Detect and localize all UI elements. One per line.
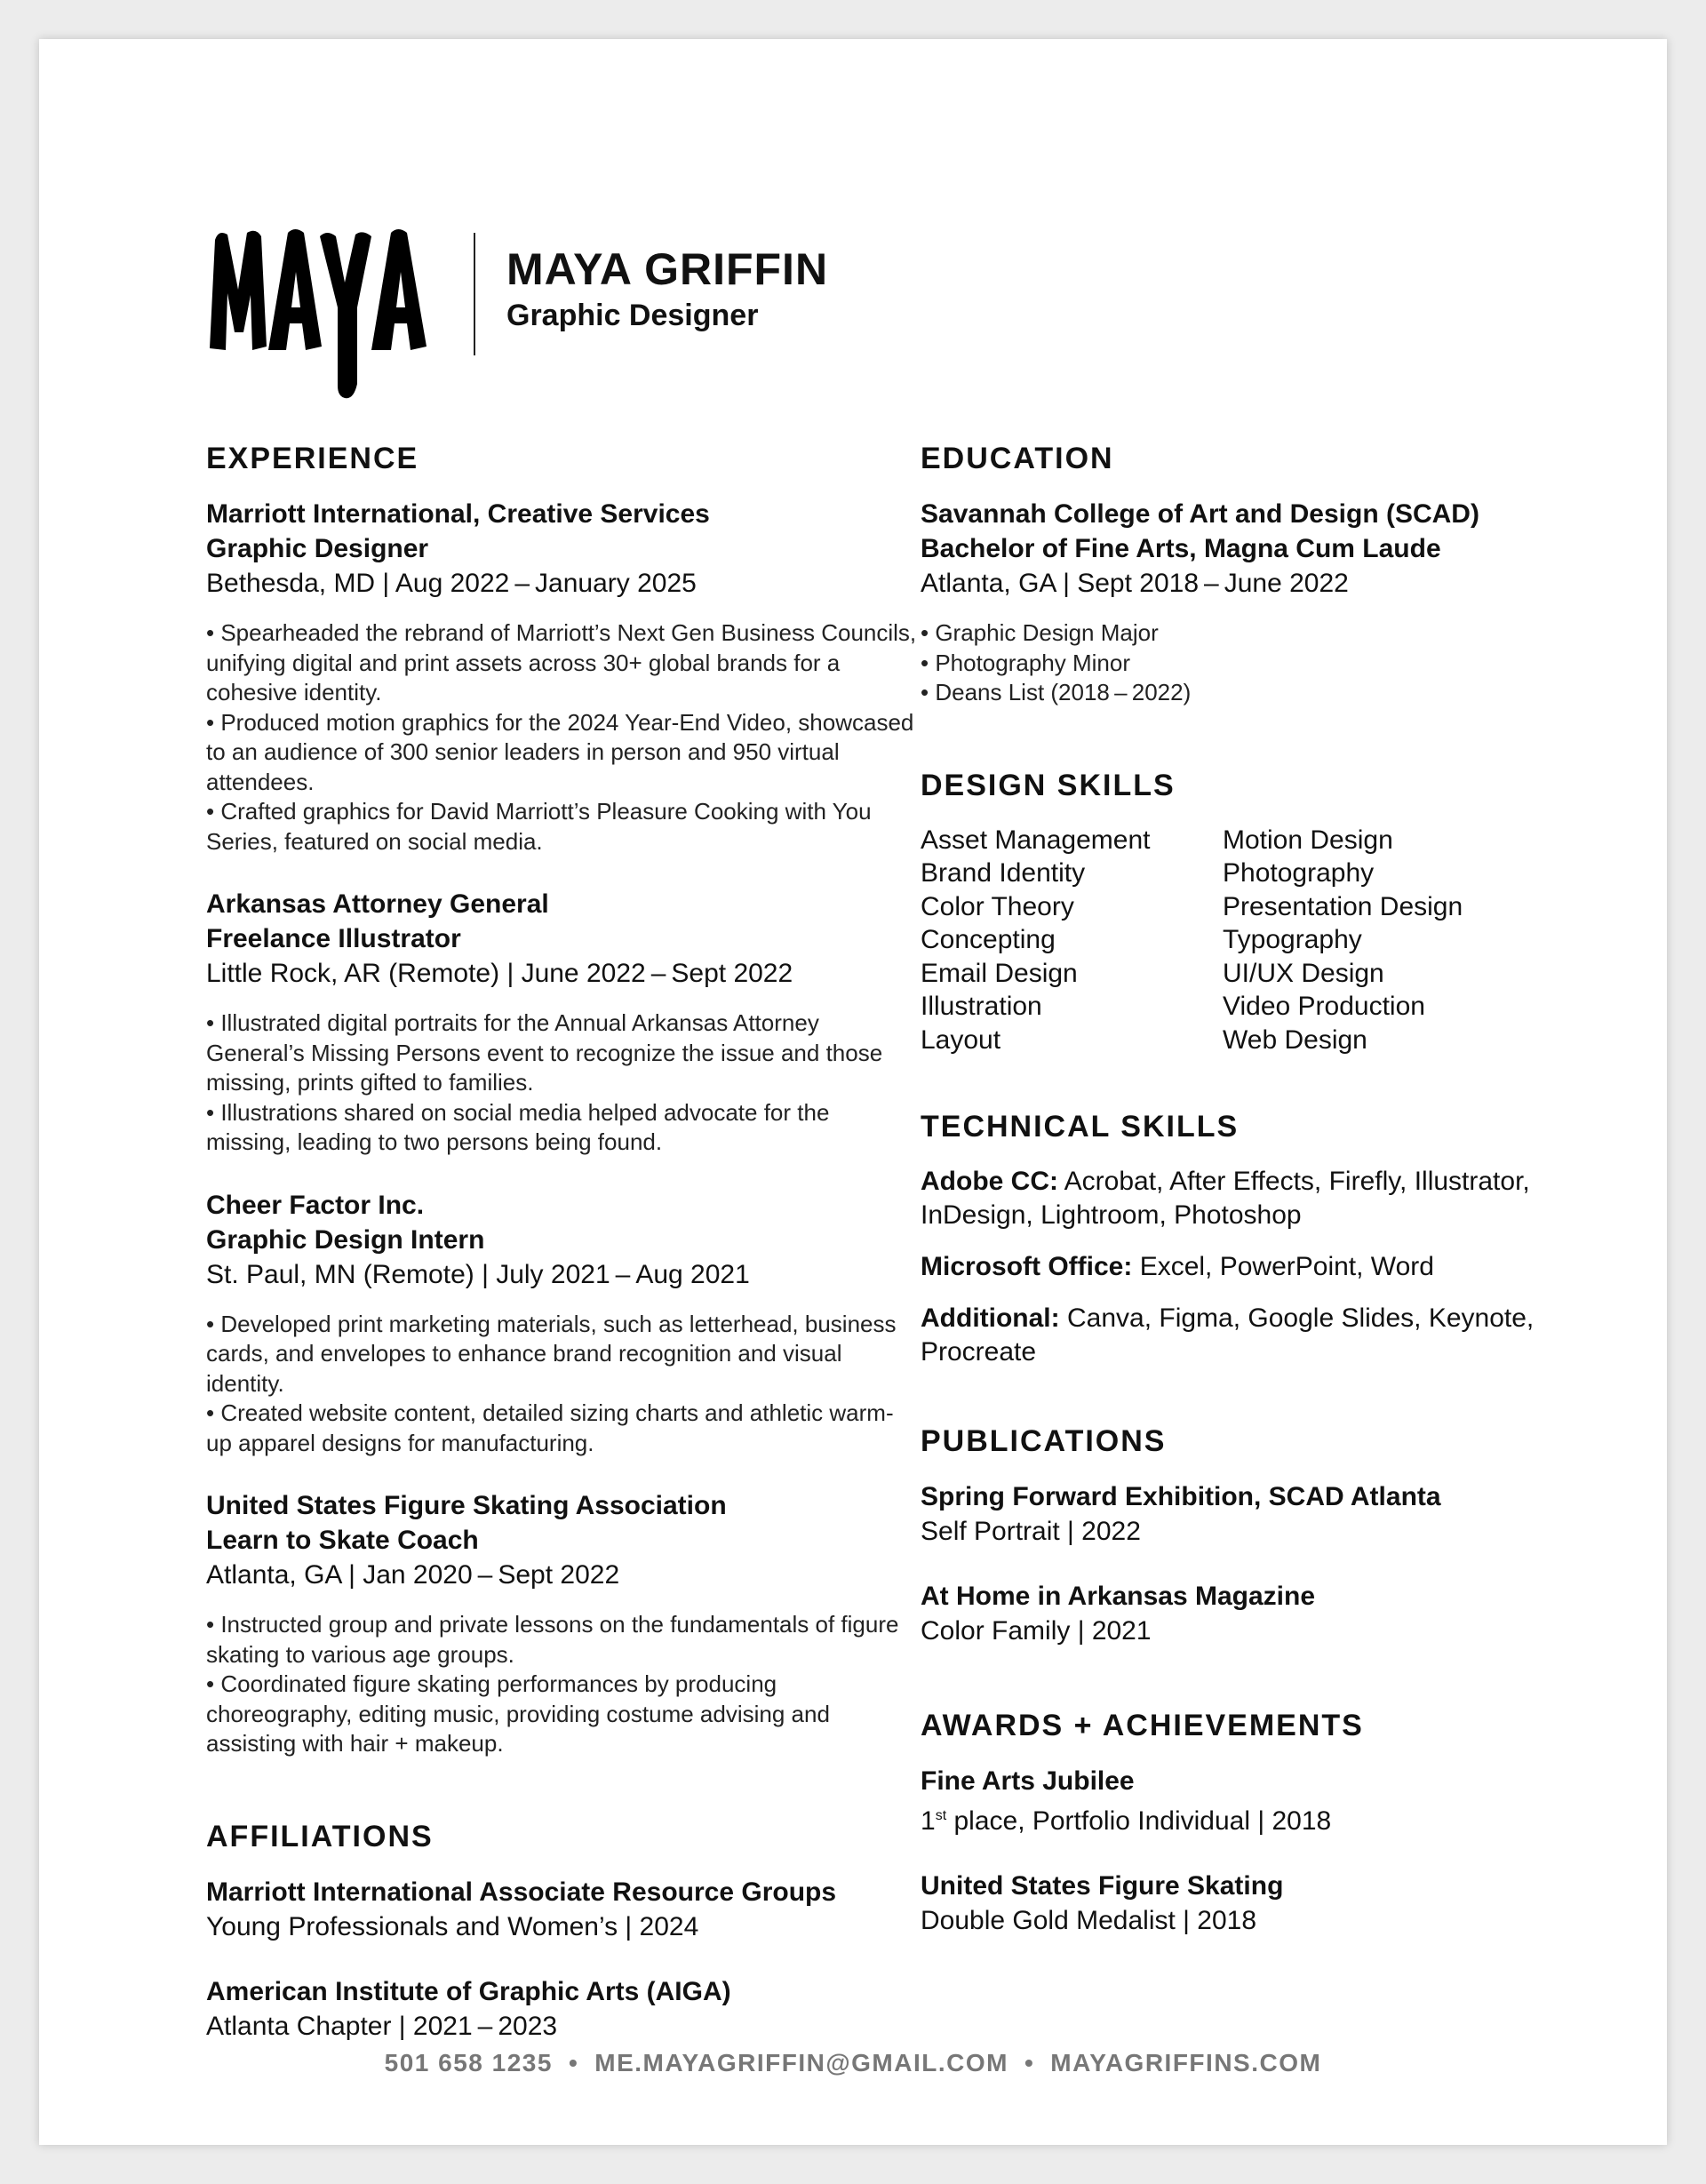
experience-description (206, 1310, 917, 1459)
contact-footer (39, 2049, 1667, 2077)
maya-logo (206, 190, 439, 403)
experience-entry (206, 497, 917, 857)
maya-logo-graphic (206, 190, 439, 403)
skill-item: Concepting (921, 925, 1056, 954)
experience-bullet: • Instructed group and private lessons on the fundamentals of figure skating to various age groups. (206, 1611, 899, 1668)
skill-item: Web Design (1223, 1024, 1367, 1055)
phone-number[interactable]: 501 658 1235 (384, 2049, 553, 2076)
experience-org: United States Figure Skating Association (206, 1491, 727, 1520)
award-place: 1 (921, 1806, 936, 1836)
experience-bullet: • Illustrations shared on social media helped advocate for the missing, leading to two persons being found. (206, 1098, 830, 1155)
skill-item: Motion Design (1223, 825, 1393, 855)
experience-bullet: • Coordinated figure skating performances by producing choreography, editing music, providing costume advising and assisting with hair + makeup. (206, 1670, 830, 1757)
publication-title: At Home in Arkansas Magazine (921, 1582, 1316, 1611)
skill-item: Color Theory (921, 891, 1074, 921)
tech-skill-value: Excel, PowerPoint, Word (1132, 1252, 1434, 1281)
experience-entry (206, 1488, 917, 1759)
experience-bullet: • Created website content, detailed sizing charts and athletic warm-up apparel designs for manufacturing. (206, 1399, 894, 1456)
right-column (921, 443, 1543, 1968)
skill-item: Video Production (1223, 992, 1425, 1021)
publication-title: Spring Forward Exhibition, SCAD Atlanta (921, 1482, 1441, 1511)
education-school: Savannah College of Art and Design (SCAD) (921, 499, 1479, 529)
publications-heading: PUBLICATIONS (921, 1424, 1167, 1458)
affiliation-meta: Atlanta Chapter | 2021 – 2023 (206, 2011, 558, 2041)
experience-meta: Atlanta, GA | Jan 2020 – Sept 2022 (206, 1560, 620, 1590)
award-title: Fine Arts Jubilee (921, 1766, 1135, 1796)
experience-org: Marriott International, Creative Services (206, 499, 710, 529)
design-skills-column (921, 824, 1223, 1057)
experience-bullet: • Crafted graphics for David Marriott’s Pleasure Cooking with You Series, featured on social media. (206, 798, 872, 855)
education-degree: Bachelor of Fine Arts, Magna Cum Laude (921, 534, 1441, 563)
tech-skill-label: Additional: (921, 1303, 1060, 1333)
experience-meta: Little Rock, AR (Remote) | June 2022 – Sept 2022 (206, 959, 793, 988)
experience-meta: Bethesda, MD | Aug 2022 – January 2025 (206, 569, 697, 598)
experience-bullet: • Produced motion graphics for the 2024 Year-End Video, showcased to an audience of 300 senior leaders in person and 950 virtual attendees. (206, 708, 914, 795)
tech-skill-label: Microsoft Office: (921, 1252, 1133, 1281)
experience-role: Freelance Illustrator (206, 924, 461, 953)
affiliations-heading: AFFILIATIONS (206, 1819, 434, 1853)
affiliation-entry (206, 1974, 917, 2044)
education-details (921, 618, 1543, 708)
design-skills-column (1223, 824, 1463, 1057)
website-link[interactable]: MAYAGRIFFINS.COM (1050, 2049, 1322, 2076)
education-heading: EDUCATION (921, 442, 1114, 475)
publication-meta: Color Family | 2021 (921, 1616, 1152, 1646)
award-title: United States Figure Skating (921, 1871, 1284, 1901)
experience-bullet: • Illustrated digital portraits for the Annual Arkansas Attorney General’s Missing Persons event to recognize the issue and those missing, prints gifted to families. (206, 1009, 883, 1096)
left-column (206, 443, 917, 2074)
tech-skill-value: Canva, Figma, Google Slides, Keynote, Procreate (921, 1303, 1535, 1367)
skill-item: Brand Identity (921, 858, 1086, 888)
awards-heading: AWARDS + ACHIEVEMENTS (921, 1709, 1364, 1742)
publication-entry (921, 1579, 1543, 1648)
experience-org: Arkansas Attorney General (206, 889, 549, 919)
technical-skills-heading: TECHNICAL SKILLS (921, 1110, 1240, 1144)
experience-entry (206, 887, 917, 1158)
skill-item: Illustration (921, 992, 1042, 1021)
experience-description (206, 618, 917, 857)
experience-role: Graphic Design Intern (206, 1224, 485, 1255)
award-entry (921, 1869, 1543, 1938)
award-entry (921, 1764, 1543, 1838)
experience-entry (206, 1188, 917, 1459)
experience-bullet: • Developed print marketing materials, such as letterhead, business cards, and envelopes to enhance brand recognition and visual identity. (206, 1310, 897, 1397)
design-skills-list (921, 824, 1543, 1057)
education-bullet: • Deans List (2018 – 2022) (921, 679, 1192, 705)
affiliation-entry (206, 1875, 917, 1944)
skill-item: Layout (921, 1024, 1001, 1055)
technical-skills-list (921, 1165, 1543, 1369)
tech-skill-row (921, 1165, 1543, 1232)
tech-skill-row (921, 1250, 1543, 1284)
experience-description (206, 1008, 917, 1158)
skill-item: Typography (1223, 925, 1362, 954)
education-entry (921, 497, 1543, 708)
education-bullet: • Photography Minor (921, 649, 1131, 676)
experience-heading: EXPERIENCE (206, 442, 419, 475)
skill-item: Email Design (921, 958, 1078, 988)
experience-meta: St. Paul, MN (Remote) | July 2021 – Aug 2021 (206, 1259, 750, 1289)
skill-item: Asset Management (921, 825, 1151, 855)
affiliation-org: American Institute of Graphic Arts (AIGA) (206, 1976, 731, 2006)
award-detail: place, Portfolio Individual | 2018 (946, 1806, 1332, 1836)
experience-role: Learn to Skate Coach (206, 1526, 479, 1555)
affiliation-meta: Young Professionals and Women’s | 2024 (206, 1911, 699, 1941)
skill-item: Presentation Design (1223, 891, 1463, 921)
candidate-title: Graphic Designer (506, 299, 759, 332)
header-divider (474, 233, 475, 355)
education-meta: Atlanta, GA | Sept 2018 – June 2022 (921, 569, 1349, 598)
resume-page (39, 39, 1667, 2145)
footer-separator: • (568, 2049, 579, 2076)
email-link[interactable]: ME.MAYAGRIFFIN@GMAIL.COM (594, 2049, 1008, 2076)
education-bullet: • Graphic Design Major (921, 619, 1159, 646)
candidate-name: MAYA GRIFFIN (506, 244, 829, 294)
publication-meta: Self Portrait | 2022 (921, 1517, 1141, 1546)
publication-entry (921, 1479, 1543, 1549)
experience-bullet: • Spearheaded the rebrand of Marriott’s Next Gen Business Councils, unifying digital and print assets across 30+ global brands for a cohesive identity. (206, 619, 917, 705)
affiliation-org: Marriott International Associate Resource Groups (206, 1877, 837, 1907)
experience-description (206, 1610, 917, 1759)
footer-separator: • (1024, 2049, 1035, 2076)
skill-item: UI/UX Design (1223, 958, 1384, 988)
skill-item: Photography (1223, 858, 1375, 888)
tech-skill-label: Adobe CC: (921, 1167, 1058, 1196)
award-meta: Double Gold Medalist | 2018 (921, 1906, 1257, 1935)
tech-skill-value: Acrobat, After Effects, Firefly, Illustrator, InDesign, Lightroom, Photoshop (921, 1167, 1530, 1230)
award-place-suffix: st (935, 1808, 947, 1823)
tech-skill-row (921, 1302, 1543, 1369)
resume-header (206, 190, 1095, 403)
award-meta (921, 1798, 1543, 1838)
experience-role: Graphic Designer (206, 534, 429, 563)
design-skills-heading: DESIGN SKILLS (921, 768, 1176, 802)
experience-org: Cheer Factor Inc. (206, 1190, 425, 1220)
